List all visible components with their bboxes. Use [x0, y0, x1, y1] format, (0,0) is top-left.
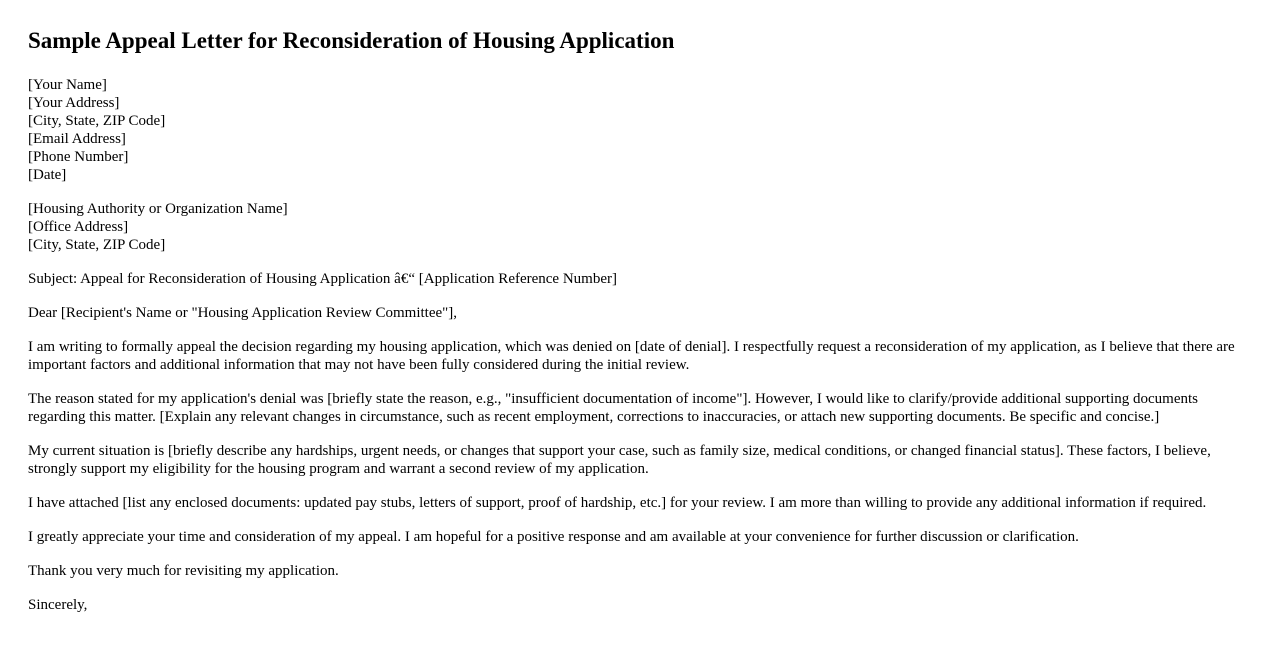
- closing: Sincerely,: [28, 597, 88, 613]
- subject-line: Subject: Appeal for Reconsideration of Housing Application â€“ [Application Reference Number]: [28, 271, 617, 287]
- body-paragraph-current-situation: My current situation is [briefly describe any hardships, urgent needs, or changes that support your case, such as family size, medical conditions, or changed financial status]. These factors, I believe, strongly support my eligibility for the housing program and warrant a second review of my application.: [28, 443, 1211, 477]
- salutation: Dear [Recipient's Name or "Housing Application Review Committee"],: [28, 305, 458, 321]
- recipient-address-block: [28, 200, 1250, 254]
- sender-address-block: [28, 76, 1250, 184]
- sender-address: [Your Address]: [28, 95, 120, 111]
- body-paragraph-thanks: Thank you very much for revisiting my application.: [28, 563, 339, 579]
- body-paragraph-attachments: I have attached [list any enclosed documents: updated pay stubs, letters of support, proof of hardship, etc.] for your review. I am more than willing to provide any additional information if required.: [28, 495, 1207, 511]
- sender-phone: [Phone Number]: [28, 149, 129, 165]
- sender-city-state-zip: [City, State, ZIP Code]: [28, 113, 166, 129]
- body-paragraph-denial-reason: The reason stated for my application's denial was [briefly state the reason, e.g., "insufficient documentation of income"]. However, I would like to clarify/provide additional supporting documents regarding this matter. [Explain any relevant changes in circumstance, such as recent employment, corrections to inaccuracies, or attach new supporting documents. Be specific and concise.]: [28, 391, 1198, 425]
- sender-email: [Email Address]: [28, 131, 126, 147]
- page-title: Sample Appeal Letter for Reconsideration of Housing Application: [28, 28, 675, 53]
- recipient-organization: [Housing Authority or Organization Name]: [28, 201, 288, 217]
- body-paragraph-appreciation: I greatly appreciate your time and consideration of my appeal. I am hopeful for a positive response and am available at your convenience for further discussion or clarification.: [28, 529, 1079, 545]
- recipient-city-state-zip: [City, State, ZIP Code]: [28, 237, 166, 253]
- recipient-office-address: [Office Address]: [28, 219, 129, 235]
- sender-date: [Date]: [28, 167, 67, 183]
- body-paragraph-intro: I am writing to formally appeal the decision regarding my housing application, which was denied on [date of denial]. I respectfully request a reconsideration of my application, as I believe that there are important factors and additional information that may not have been fully considered during the initial review.: [28, 339, 1235, 373]
- sender-name: [Your Name]: [28, 77, 107, 93]
